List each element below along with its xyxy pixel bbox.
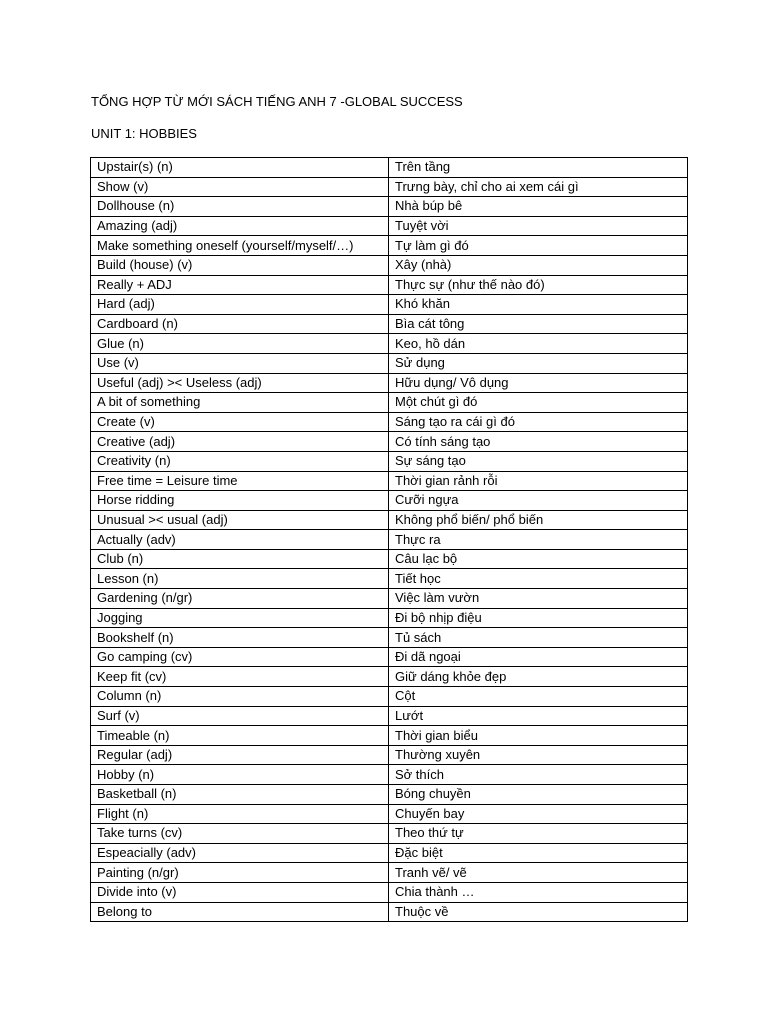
english-term-cell: Really + ADJ [91, 275, 389, 295]
table-row [91, 647, 688, 667]
table-row [91, 491, 688, 511]
vietnamese-meaning-cell: Câu lạc bộ [389, 549, 688, 569]
vietnamese-meaning-cell: Trưng bày, chỉ cho ai xem cái gì [389, 177, 688, 197]
vietnamese-meaning-cell: Lướt [389, 706, 688, 726]
english-term-cell: Timeable (n) [91, 726, 389, 746]
english-term-cell: Jogging [91, 608, 389, 628]
table-row [91, 177, 688, 197]
english-term-cell: Build (house) (v) [91, 255, 389, 275]
table-row [91, 765, 688, 785]
table-row [91, 667, 688, 687]
english-term-cell: Glue (n) [91, 334, 389, 354]
vietnamese-meaning-cell: Bìa cát tông [389, 314, 688, 334]
english-term-cell: Upstair(s) (n) [91, 158, 389, 178]
table-row [91, 882, 688, 902]
vietnamese-meaning-cell: Tuyệt vời [389, 216, 688, 236]
english-term-cell: Free time = Leisure time [91, 471, 389, 491]
vietnamese-meaning-cell: Chuyến bay [389, 804, 688, 824]
table-row [91, 549, 688, 569]
vietnamese-meaning-cell: Keo, hồ dán [389, 334, 688, 354]
table-row [91, 745, 688, 765]
table-row [91, 569, 688, 589]
vietnamese-meaning-cell: Thuộc về [389, 902, 688, 922]
english-term-cell: Lesson (n) [91, 569, 389, 589]
vietnamese-meaning-cell: Theo thứ tự [389, 824, 688, 844]
table-row [91, 197, 688, 217]
table-row [91, 432, 688, 452]
english-term-cell: Creative (adj) [91, 432, 389, 452]
english-term-cell: Hobby (n) [91, 765, 389, 785]
table-row [91, 706, 688, 726]
table-row [91, 412, 688, 432]
table-row [91, 255, 688, 275]
vietnamese-meaning-cell: Tiết học [389, 569, 688, 589]
vietnamese-meaning-cell: Tủ sách [389, 628, 688, 648]
vietnamese-meaning-cell: Sở thích [389, 765, 688, 785]
vietnamese-meaning-cell: Sáng tạo ra cái gì đó [389, 412, 688, 432]
english-term-cell: Amazing (adj) [91, 216, 389, 236]
english-term-cell: Dollhouse (n) [91, 197, 389, 217]
table-row [91, 687, 688, 707]
english-term-cell: Regular (adj) [91, 745, 389, 765]
vietnamese-meaning-cell: Tự làm gì đó [389, 236, 688, 256]
table-row [91, 295, 688, 315]
vietnamese-meaning-cell: Thực sự (như thế nào đó) [389, 275, 688, 295]
vietnamese-meaning-cell: Trên tầng [389, 158, 688, 178]
table-row [91, 236, 688, 256]
table-row [91, 589, 688, 609]
vietnamese-meaning-cell: Thời gian biểu [389, 726, 688, 746]
english-term-cell: Bookshelf (n) [91, 628, 389, 648]
english-term-cell: A bit of something [91, 393, 389, 413]
table-row [91, 510, 688, 530]
english-term-cell: Show (v) [91, 177, 389, 197]
table-row [91, 158, 688, 178]
english-term-cell: Gardening (n/gr) [91, 589, 389, 609]
english-term-cell: Flight (n) [91, 804, 389, 824]
english-term-cell: Go camping (cv) [91, 647, 389, 667]
table-row [91, 334, 688, 354]
table-row [91, 393, 688, 413]
vocabulary-table [90, 157, 688, 922]
table-row [91, 314, 688, 334]
english-term-cell: Surf (v) [91, 706, 389, 726]
vietnamese-meaning-cell: Thực ra [389, 530, 688, 550]
table-row [91, 902, 688, 922]
english-term-cell: Belong to [91, 902, 389, 922]
vietnamese-meaning-cell: Tranh vẽ/ vẽ [389, 863, 688, 883]
english-term-cell: Make something oneself (yourself/myself/…) [91, 236, 389, 256]
english-term-cell: Keep fit (cv) [91, 667, 389, 687]
english-term-cell: Horse ridding [91, 491, 389, 511]
vietnamese-meaning-cell: Một chút gì đó [389, 393, 688, 413]
vietnamese-meaning-cell: Có tính sáng tạo [389, 432, 688, 452]
english-term-cell: Club (n) [91, 549, 389, 569]
vietnamese-meaning-cell: Không phổ biến/ phổ biến [389, 510, 688, 530]
vietnamese-meaning-cell: Bóng chuyền [389, 785, 688, 805]
vietnamese-meaning-cell: Chia thành … [389, 882, 688, 902]
english-term-cell: Use (v) [91, 353, 389, 373]
vietnamese-meaning-cell: Việc làm vườn [389, 589, 688, 609]
table-row [91, 275, 688, 295]
english-term-cell: Create (v) [91, 412, 389, 432]
table-row [91, 628, 688, 648]
vietnamese-meaning-cell: Giữ dáng khỏe đẹp [389, 667, 688, 687]
vietnamese-meaning-cell: Đi bộ nhịp điệu [389, 608, 688, 628]
table-row [91, 804, 688, 824]
table-row [91, 216, 688, 236]
table-row [91, 471, 688, 491]
vietnamese-meaning-cell: Sự sáng tạo [389, 451, 688, 471]
document-title: TỔNG HỢP TỪ MỚI SÁCH TIẾNG ANH 7 -GLOBAL SUCCESS [91, 94, 463, 109]
table-row [91, 451, 688, 471]
vietnamese-meaning-cell: Hữu dụng/ Vô dụng [389, 373, 688, 393]
unit-title: UNIT 1: HOBBIES [91, 126, 197, 141]
table-row [91, 843, 688, 863]
vietnamese-meaning-cell: Đi dã ngoại [389, 647, 688, 667]
english-term-cell: Actually (adv) [91, 530, 389, 550]
english-term-cell: Basketball (n) [91, 785, 389, 805]
vietnamese-meaning-cell: Nhà búp bê [389, 197, 688, 217]
table-row [91, 530, 688, 550]
english-term-cell: Unusual >< usual (adj) [91, 510, 389, 530]
english-term-cell: Hard (adj) [91, 295, 389, 315]
vietnamese-meaning-cell: Thường xuyên [389, 745, 688, 765]
english-term-cell: Creativity (n) [91, 451, 389, 471]
table-row [91, 726, 688, 746]
vietnamese-meaning-cell: Khó khăn [389, 295, 688, 315]
english-term-cell: Espeacially (adv) [91, 843, 389, 863]
vietnamese-meaning-cell: Cột [389, 687, 688, 707]
table-row [91, 608, 688, 628]
english-term-cell: Divide into (v) [91, 882, 389, 902]
vietnamese-meaning-cell: Cưỡi ngựa [389, 491, 688, 511]
english-term-cell: Take turns (cv) [91, 824, 389, 844]
english-term-cell: Useful (adj) >< Useless (adj) [91, 373, 389, 393]
table-row [91, 863, 688, 883]
table-row [91, 353, 688, 373]
table-row [91, 373, 688, 393]
vietnamese-meaning-cell: Xây (nhà) [389, 255, 688, 275]
vietnamese-meaning-cell: Đặc biệt [389, 843, 688, 863]
table-row [91, 785, 688, 805]
vocabulary-table-body [91, 158, 688, 922]
english-term-cell: Column (n) [91, 687, 389, 707]
vietnamese-meaning-cell: Thời gian rảnh rỗi [389, 471, 688, 491]
english-term-cell: Cardboard (n) [91, 314, 389, 334]
table-row [91, 824, 688, 844]
vietnamese-meaning-cell: Sử dụng [389, 353, 688, 373]
english-term-cell: Painting (n/gr) [91, 863, 389, 883]
